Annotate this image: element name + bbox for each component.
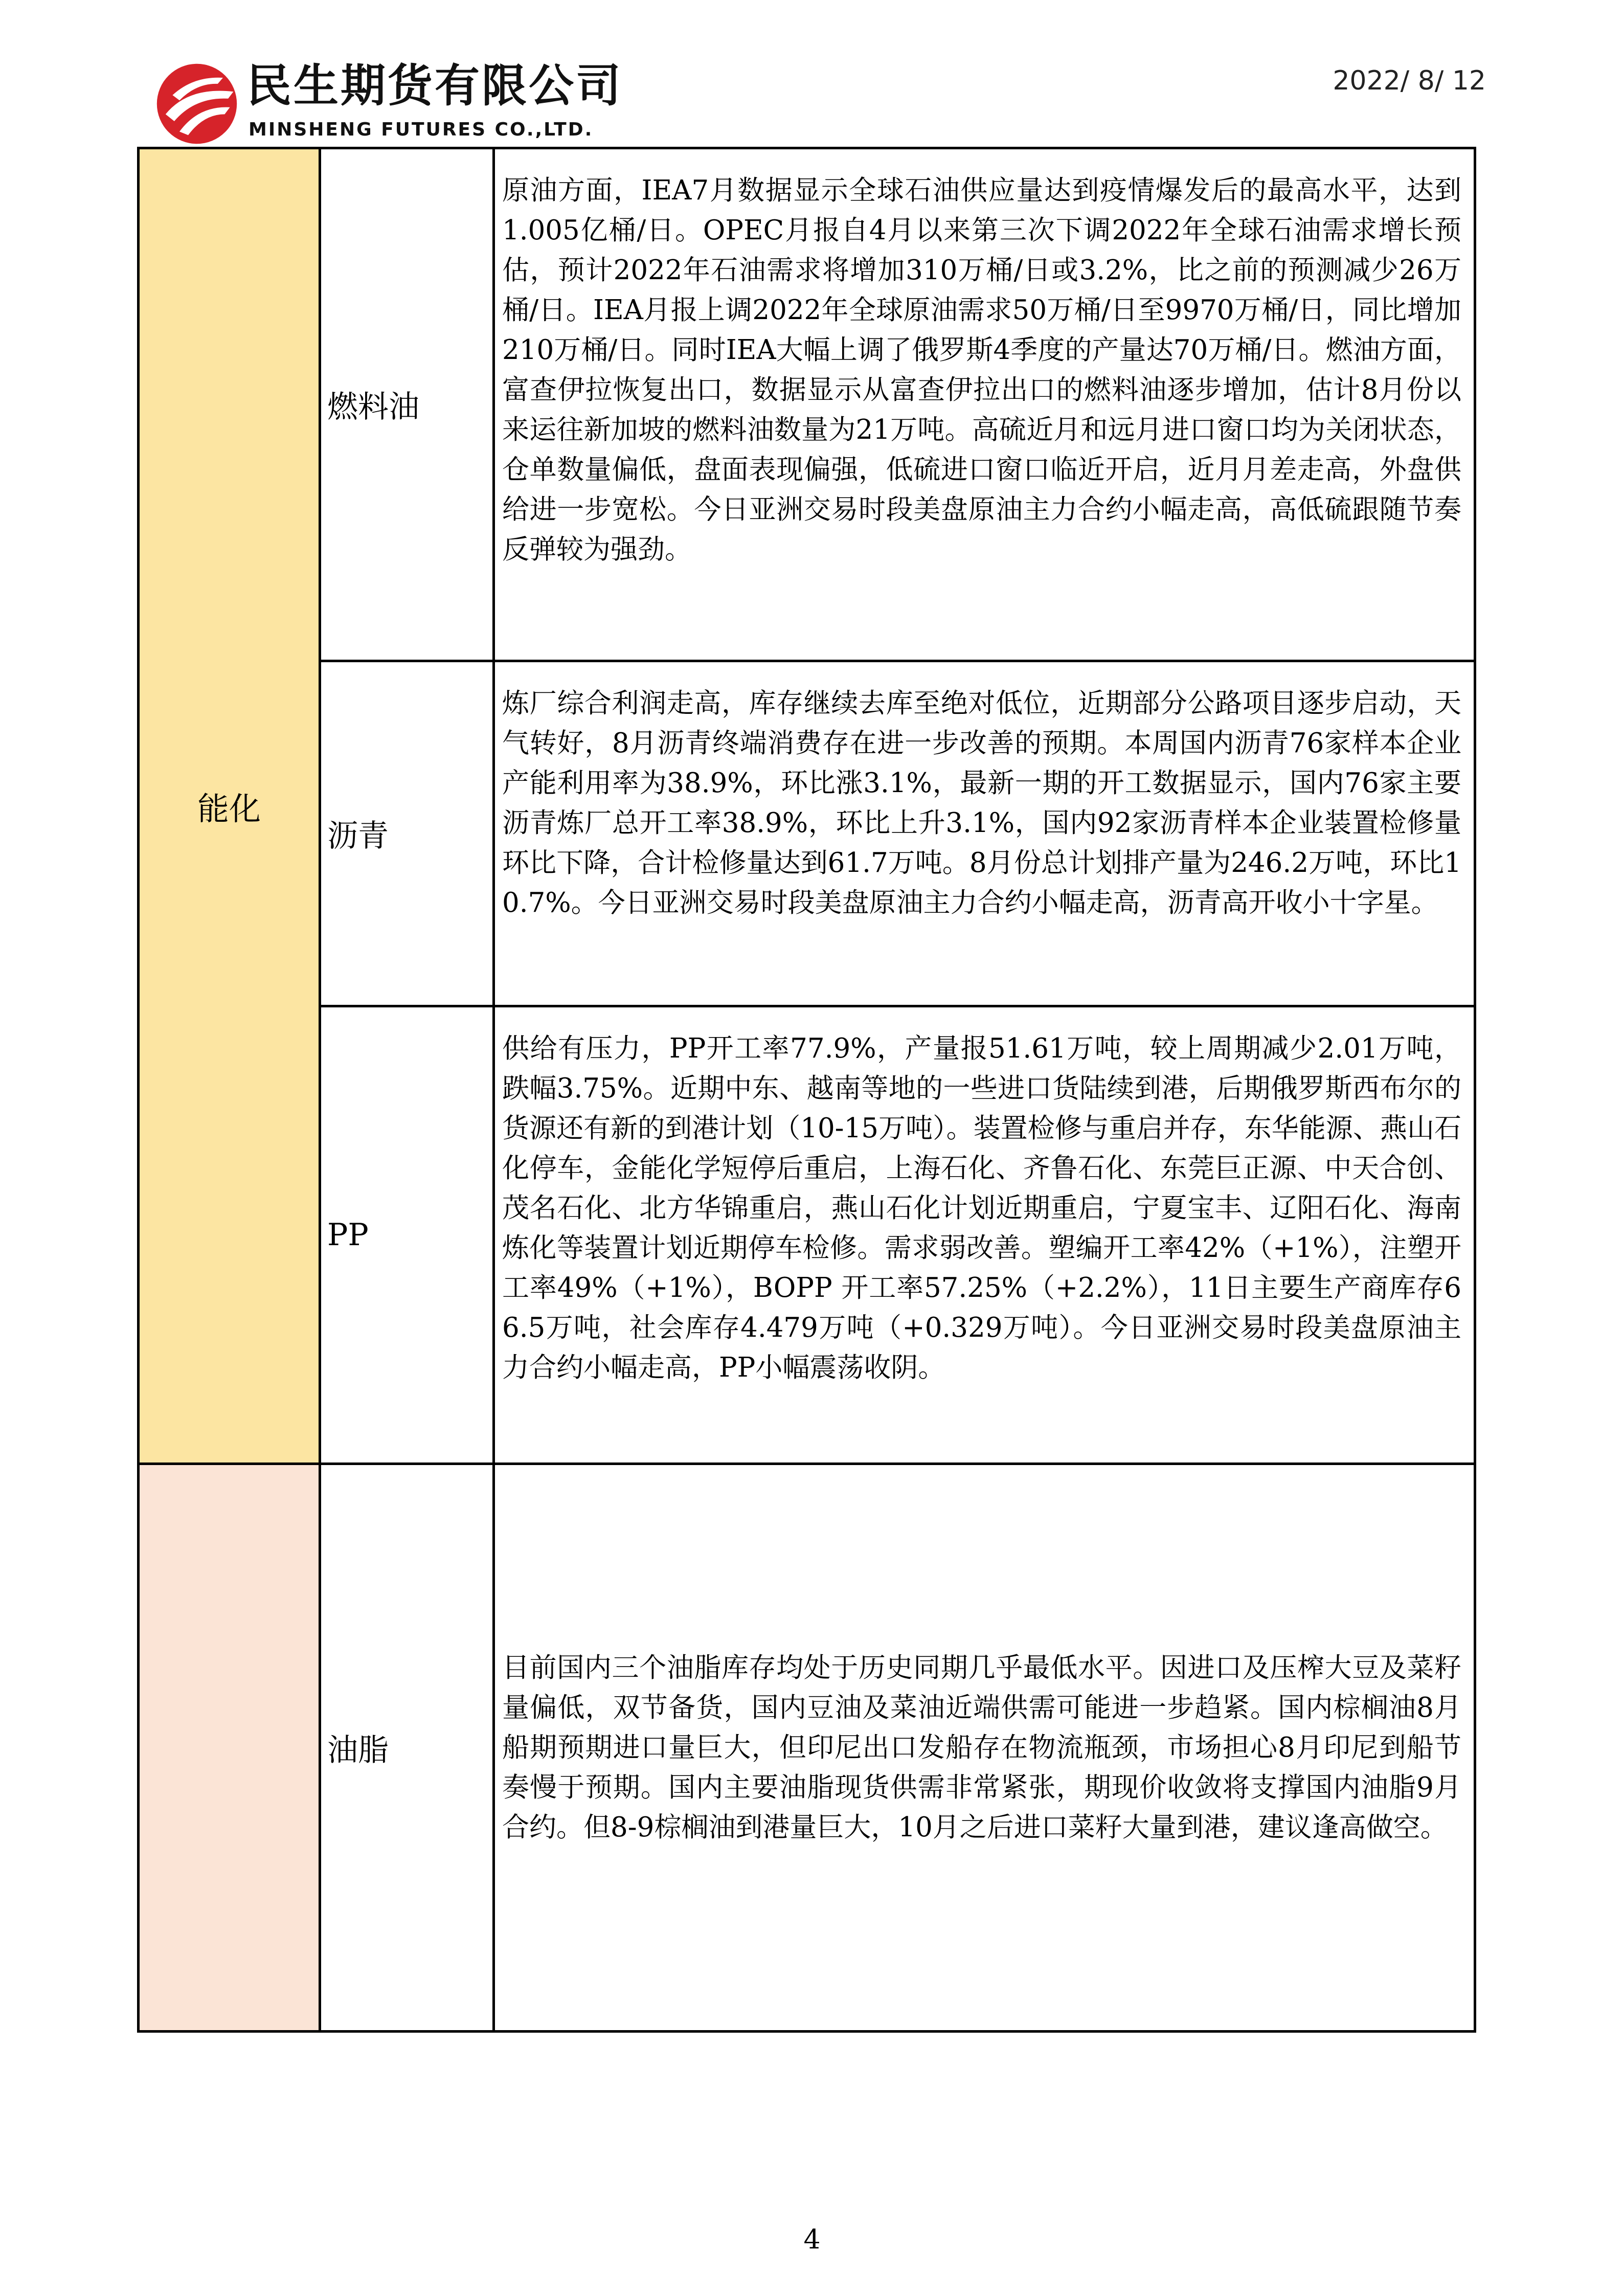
report-date: 2022/ 8/ 12 — [1333, 65, 1486, 96]
category-fuel-oil: 燃料油 — [320, 148, 494, 661]
group-label-energy-chemicals: 能化 — [139, 148, 320, 1464]
company-name-cn: 民生期货有限公司 — [246, 59, 623, 112]
category-asphalt: 沥青 — [320, 661, 494, 1006]
commentary-pp: 供给有压力，PP开工率77.9%，产量报51.61万吨，较上周期减少2.01万吨，跌幅3.75%。近期中东、越南等地的一些进口货陆续到港，后期俄罗斯西布尔的货源还有新的到港计划（10-15万吨）。装置检修与重启并存，东华能源、燕山石化停车，金能化学短停后重启，上海石化、齐鲁石化、东莞巨正源、中天合创、茂名石化、北方华锦重启，燕山石化计划近期重启，宁夏宝丰、辽阳石化、海南炼化等装置计划近期停车检修。需求弱改善。塑编开工率42%（+1%），注塑开工率49%（+1%），BOPP 开工率57.25%（+2.2%），11日主要生产商库存66.5万吨，社会库存4.479万吨（+0.329万吨）。今日亚洲交易时段美盘原油主力合约小幅走高，PP小幅震荡收阴。 — [494, 1006, 1475, 1464]
table-row — [139, 1006, 1475, 1464]
table-row — [139, 661, 1475, 1006]
page-header — [0, 0, 1624, 148]
commodity-table — [137, 147, 1476, 2033]
table-row — [139, 148, 1475, 661]
minsheng-logo-icon — [153, 60, 240, 147]
commentary-oils: 目前国内三个油脂库存均处于历史同期几乎最低水平。因进口及压榨大豆及菜籽量偏低，双节备货，国内豆油及菜油近端供需可能进一步趋紧。国内棕榈油8月船期预期进口量巨大，但印尼出口发船存在物流瓶颈，市场担心8月印尼到船节奏慢于预期。国内主要油脂现货供需非常紧张，期现价收敛将支撑国内油脂9月合约。但8-9棕榈油到港量巨大，10月之后进口菜籽大量到港，建议逢高做空。 — [494, 1464, 1475, 2032]
category-pp: PP — [320, 1006, 494, 1464]
group-label-oils — [139, 1464, 320, 2032]
table-row — [139, 1464, 1475, 2032]
commentary-fuel-oil: 原油方面，IEA7月数据显示全球石油供应量达到疫情爆发后的最高水平，达到1.005亿桶/日。OPEC月报自4月以来第三次下调2022年全球石油需求增长预估，预计2022年石油需求将增加310万桶/日或3.2%，比之前的预测减少26万桶/日。IEA月报上调2022年全球原油需求50万桶/日至9970万桶/日，同比增加210万桶/日。同时IEA大幅上调了俄罗斯4季度的产量达70万桶/日。燃油方面，富查伊拉恢复出口，数据显示从富查伊拉出口的燃料油逐步增加，估计8月份以来运往新加坡的燃料油数量为21万吨。高硫近月和远月进口窗口均为关闭状态，仓单数量偏低，盘面表现偏强，低硫进口窗口临近开启，近月月差走高，外盘供给进一步宽松。今日亚洲交易时段美盘原油主力合约小幅走高，高低硫跟随节奏反弹较为强劲。 — [494, 148, 1475, 661]
page-number: 4 — [803, 2224, 821, 2255]
category-oils: 油脂 — [320, 1464, 494, 2032]
commentary-asphalt: 炼厂综合利润走高，库存继续去库至绝对低位，近期部分公路项目逐步启动，天气转好，8月沥青终端消费存在进一步改善的预期。本周国内沥青76家样本企业产能利用率为38.9%，环比涨3.1%，最新一期的开工数据显示，国内76家主要沥青炼厂总开工率38.9%，环比上升3.1%，国内92家沥青样本企业装置检修量环比下降，合计检修量达到61.7万吨。8月份总计划排产量为246.2万吨，环比10.7%。今日亚洲交易时段美盘原油主力合约小幅走高，沥青高开收小十字星。 — [494, 661, 1475, 1006]
company-name-en: MINSHENG FUTURES CO.,LTD. — [249, 119, 594, 140]
